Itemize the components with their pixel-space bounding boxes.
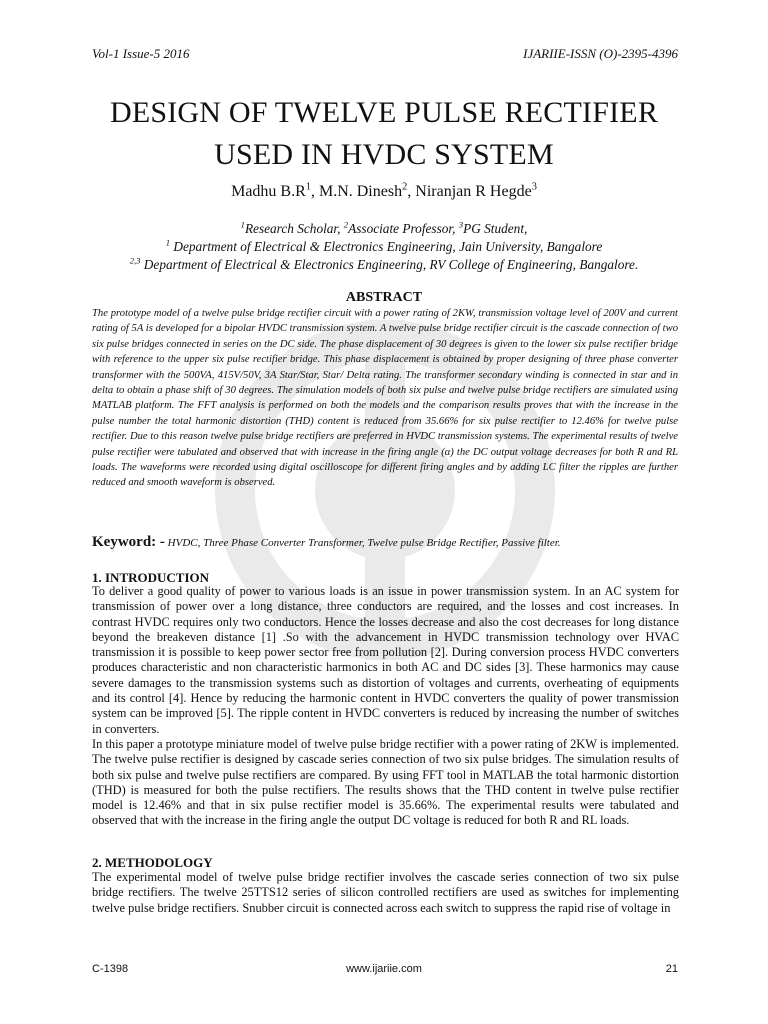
author-affiliation-mark: 1	[305, 181, 311, 193]
keywords-line	[92, 534, 678, 551]
affiliation-rv-college	[60, 257, 708, 273]
author-name: Madhu B.R	[231, 183, 306, 200]
author-roles	[60, 221, 708, 237]
role-mark: 3	[458, 219, 464, 230]
author-name: M.N. Dinesh	[318, 183, 403, 200]
affiliation-text: Department of Electrical & Electronics Engineering, Jain University, Bangalore	[170, 239, 603, 254]
affiliation-text: Department of Electrical & Electronics Engineering, RV College of Engineering, Bangalore.	[140, 257, 639, 272]
abstract-heading: ABSTRACT	[345, 290, 423, 305]
section-heading-introduction: 1. INTRODUCTION	[92, 570, 210, 585]
role-mark: 2	[343, 219, 349, 230]
footer-page-number: 21	[665, 963, 678, 975]
author-separator: ,	[407, 183, 416, 200]
paper-title-line-2: USED IN HVDC SYSTEM	[214, 138, 554, 171]
affiliation-jain-university	[60, 239, 708, 255]
author-affiliation-mark: 2	[402, 181, 408, 193]
role-text: Research Scholar,	[244, 221, 344, 236]
footer-website: www.ijariie.com	[346, 963, 422, 975]
keywords-label: Keyword: -	[92, 534, 165, 550]
role-text: Associate Professor,	[348, 221, 459, 236]
author-list	[60, 183, 708, 201]
introduction-paragraph-1: To deliver a good quality of power to various loads is an issue in power transmission system. In an AC system for transmission of power over a long distance, three conductors are required, and the losses and cost increases. In contrast HVDC requires only two conductors. Hence the losses decrease and also the cost decreases for long distance beyond the breakeven distance [1] .So with the advancement in HVDC transmission technology over HVAC transmission it is possible to keep power sector free from pollution [2]. During conversion process HVDC converters produces characteristic and non characteristic harmonics in both AC and DC sides [3]. These harmonics may cause severe damages to the transmission systems such as distortion of voltages and currents, overheating of equipments and its control [4]. Hence by reducing the harmonic content in HVDC converters the quality of power transmission system can be improved [5]. The ripple content in HVDC converters is reduced by increasing the number of switches in converters.	[92, 584, 679, 736]
affiliation-mark: 1	[165, 237, 171, 248]
author-affiliation-mark: 3	[531, 181, 537, 193]
role-text: PG Student,	[463, 221, 528, 236]
journal-issn: IJARIIE-ISSN (O)-2395-4396	[523, 46, 678, 61]
methodology-paragraph-1: The experimental model of twelve pulse bridge rectifier involves the cascade series connection of two six pulse bridge rectifiers. The twelve 25TTS12 series of silicon controlled rectifiers are used as switches for implementing twelve pulse bridge rectifiers. Snubber circuit is connected across each switch to suppress the rapid rise of voltage in	[92, 870, 679, 915]
introduction-paragraph-2: In this paper a prototype miniature model of twelve pulse bridge rectifier with a power rating of 2KW is implemented. The twelve pulse rectifier is designed by cascade series connection of two six pulse bridges. The simulation results of both six pulse and twelve pulse rectifiers are compared. By using FFT tool in MATLAB the total harmonic distortion (THD) is measured for both the pulse rectifiers. The results shows that the THD content in twelve pulse rectifier model is 12.46% and that in six pulse rectifier model is 35.66%. The experimental results were tabulated and observed that with the increase in the firing angle the output DC voltage is reduced for both R and RL loads.	[92, 737, 679, 828]
section-heading-methodology: 2. METHODOLOGY	[92, 855, 213, 870]
author-name: Niranjan R Hegde	[415, 183, 532, 200]
abstract-body: The prototype model of a twelve pulse bridge rectifier circuit with a power rating of 2KW, transmission voltage level of 200V and current rating of 5A is developed for a bipolar HVDC transmission system. A twelve pulse bridge rectifier circuit is the cascade connection of two six pulse bridges connected in series on the DC side. The phase displacement of 30 degrees is given to the lower six pulse rectifier bridge with reference to the upper six pulse rectifier bridge. This phase displacement is obtained by proper designing of three phase converter transformer with the 500VA, 415V/50V, 3A Star/Star, Star/ Delta rating. The transformer secondary winding is connected in star and in delta to obtain a phase shift of 30 degrees. The simulation models of both six pulse and twelve pulse bridge rectifiers are simulated using MATLAB platform. The FFT analysis is performed on both the models and the comparison results proves that with the increase in the pulse number the total harmonic distortion (THD) content is reduced from 35.66% for six pulse rectifier to 12.46% for twelve pulse rectifier. Due to this reason twelve pulse bridge rectifiers are preferred in HVDC transmission systems. The experimental results of twelve pulse rectifier were tabulated and observed that with increase in the firing angle (α) the DC output voltage decreases for both R and RL loads. The waveforms were recorded using digital oscilloscope for different firing angles and by adding LC filter the ripples are further reduced and smooth waveform is observed.	[92, 308, 678, 489]
journal-volume-issue: Vol-1 Issue-5 2016	[92, 46, 190, 61]
footer-paper-id: C-1398	[92, 963, 129, 975]
role-mark: 1	[240, 219, 245, 230]
paper-title-line-1: DESIGN OF TWELVE PULSE RECTIFIER	[109, 96, 659, 129]
affiliation-mark: 2,3	[129, 255, 141, 266]
author-separator: ,	[310, 183, 319, 200]
keywords-text: HVDC, Three Phase Converter Transformer, Twelve pulse Bridge Rectifier, Passive filter.	[164, 537, 561, 549]
